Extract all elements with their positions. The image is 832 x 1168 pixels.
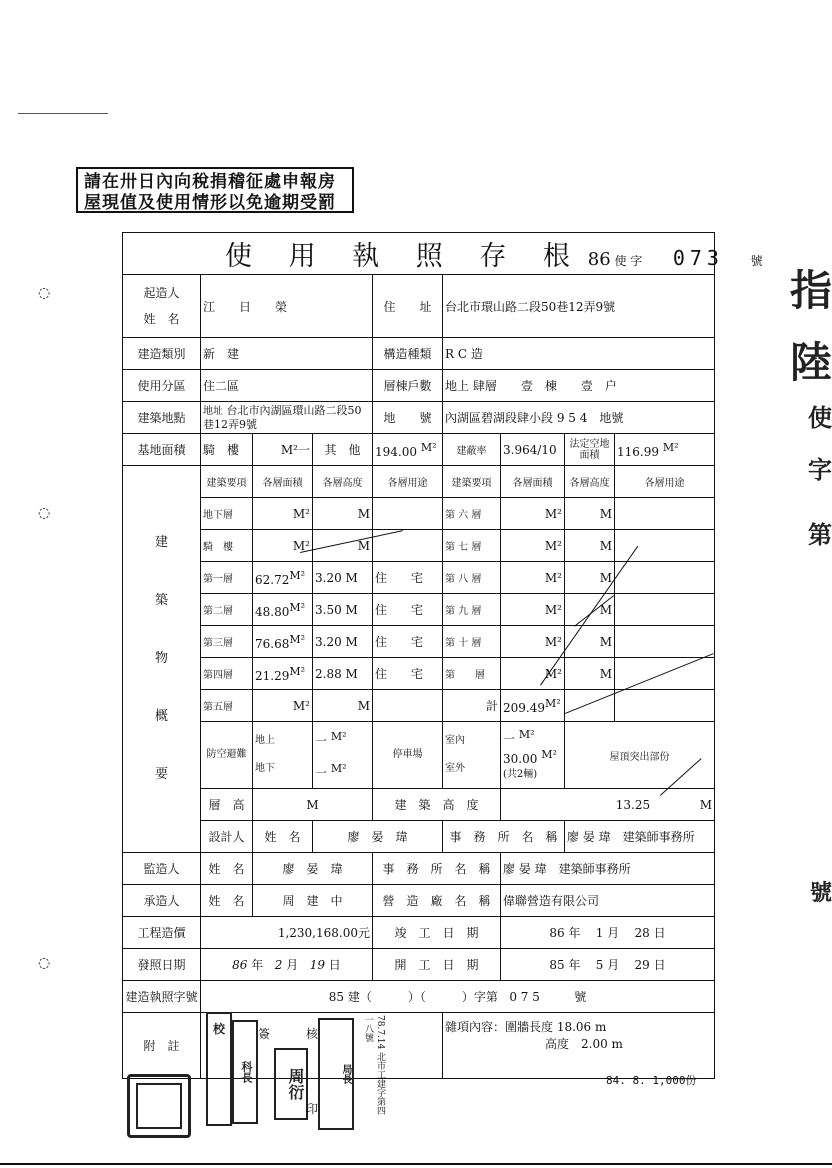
shelter-above-value: 一 <box>315 734 328 748</box>
floor-height-value: 2.88 <box>315 666 342 681</box>
other-label: 其 他 <box>313 434 373 466</box>
permit-no-label: 建造執照字號 <box>123 981 201 1013</box>
other-value <box>373 434 443 466</box>
m-unit: M <box>345 602 358 617</box>
floors-units-label: 層棟戶數 <box>373 370 443 402</box>
floor-height-value: 3.20 <box>315 570 342 585</box>
remarks-note-1: 雜項內容：圍牆長度 18.06 m <box>445 1020 607 1034</box>
side-mark-1: 指 <box>789 266 832 315</box>
coverage-value: 3.964/10 <box>501 434 565 466</box>
col-item-left: 建築要項 <box>201 466 253 498</box>
contractor-firm: 偉聯營造有限公司 <box>501 885 715 917</box>
col-area-left: 各層面積 <box>253 466 313 498</box>
permit-no-value <box>201 981 715 1013</box>
col-use-right: 各層用途 <box>615 466 715 498</box>
floor-name: 第 六 層 <box>443 498 501 530</box>
floor-use: 住 宅 <box>373 594 443 626</box>
parking-outdoor-value: 30.00 <box>503 752 538 766</box>
floor-use: 住 宅 <box>373 562 443 594</box>
applicant-label-text: 起造人 <box>143 286 180 300</box>
side-mark-2: 陸 <box>789 338 832 387</box>
protrusion-label: 屋頂突出部份 <box>565 722 715 789</box>
issue-day-unit: 日 <box>328 958 341 972</box>
use-zone-value: 住二區 <box>201 370 373 402</box>
designer-name-label: 姓 名 <box>253 821 313 853</box>
building-height-unit: M <box>699 797 713 812</box>
arcade-value: M²一 <box>253 434 313 466</box>
floor-height: M <box>313 690 373 722</box>
applicant-label <box>123 275 201 338</box>
applicant-name: 江 日 榮 <box>201 275 373 338</box>
floor-name: 第三層 <box>201 626 253 658</box>
shelter-values <box>313 722 373 789</box>
contractor-name: 周 建 中 <box>253 885 373 917</box>
col-area-right: 各層面積 <box>501 466 565 498</box>
floor-row <box>123 690 715 722</box>
floor-height: M <box>565 626 615 658</box>
floor-area-value: 48.80 <box>255 604 290 619</box>
floor-height-value: M <box>253 789 373 821</box>
m-unit: M <box>345 666 358 681</box>
site-label: 建築地點 <box>123 402 201 434</box>
floor-height: M <box>565 658 615 690</box>
supervisor-name: 廖 晏 瑋 <box>253 853 373 885</box>
remarks-notes <box>443 1013 715 1079</box>
building-height-value <box>501 789 715 821</box>
total-blank <box>565 690 615 722</box>
col-height-right: 各層高度 <box>565 466 615 498</box>
check-label: 校 <box>212 1022 225 1036</box>
binding-hole-icon: ◌ <box>38 955 51 971</box>
floor-use <box>373 690 443 722</box>
legal-open-unit: M² <box>662 440 679 454</box>
applicant-address: 台北市環山路二段50巷12弄9號 <box>443 275 715 338</box>
contractor-name-label: 姓 名 <box>201 885 253 917</box>
floor-area: M² <box>253 530 313 562</box>
floor-height <box>313 562 373 594</box>
floor-height: M <box>313 498 373 530</box>
shelter-levels <box>253 722 313 789</box>
parking-outdoor-label: 室外 <box>445 763 465 774</box>
floor-use <box>615 498 715 530</box>
parking-values <box>501 722 565 789</box>
floor-height-label: 層 高 <box>201 789 253 821</box>
floors-units-value: 地上 肆層 壹 棟 壹 户 <box>443 370 715 402</box>
floor-area-value: 76.68 <box>255 636 290 651</box>
floor-name: 第一層 <box>201 562 253 594</box>
start-label: 開 工 日 期 <box>373 949 501 981</box>
floor-name: 第四層 <box>201 658 253 690</box>
start-year: 85 <box>549 958 565 972</box>
floor-name: 第 層 <box>443 658 501 690</box>
sign-label: 簽 <box>258 1027 271 1041</box>
review-label: 核 <box>306 1027 319 1041</box>
person-stamp: 周衍 <box>274 1048 308 1120</box>
arcade-label: 騎 樓 <box>201 434 253 466</box>
completion-label: 竣 工 日 期 <box>373 917 501 949</box>
parking-count: (共2輛) <box>503 769 538 780</box>
name-label-text: 姓 名 <box>143 312 180 326</box>
issue-month: 2 <box>274 958 283 972</box>
contractor-label: 承造人 <box>123 885 201 917</box>
floor-area <box>253 562 313 594</box>
binding-hole-icon: ◌ <box>38 505 51 521</box>
floor-name: 第 十 層 <box>443 626 501 658</box>
floor-area <box>253 626 313 658</box>
permit-no-year: 85 <box>328 990 345 1004</box>
start-month: 5 <box>595 958 604 972</box>
parking-unit: M² <box>518 728 535 741</box>
issue-day: 19 <box>309 958 325 972</box>
floor-name: 地下層 <box>201 498 253 530</box>
m-unit: M <box>345 570 358 585</box>
floor-area-value: 62.72 <box>255 572 290 587</box>
floor-height-value: 3.20 <box>315 634 342 649</box>
site-location <box>201 402 373 434</box>
build-type-label: 建造類別 <box>123 338 201 370</box>
cost-value: 1,230,168.00元 <box>201 917 373 949</box>
side-mark-3: 使 <box>808 403 832 432</box>
floor-name: 騎 樓 <box>201 530 253 562</box>
permit-prefix: 使 字 <box>614 254 643 268</box>
start-year-unit: 年 <box>568 958 581 972</box>
total-area-value: 209.49 <box>503 700 545 715</box>
building-height-number: 13.25 <box>615 797 651 812</box>
side-mark-5: 第 <box>808 520 832 549</box>
floor-height <box>313 594 373 626</box>
parking-indoor-label: 室內 <box>445 735 465 746</box>
start-month-unit: 月 <box>607 958 620 972</box>
floor-name: 第 八 層 <box>443 562 501 594</box>
shelter-above-label: 地上 <box>255 735 275 746</box>
completion-month: 1 <box>595 926 604 940</box>
floor-row <box>123 562 715 594</box>
reference-text: 78.7.14 北市工建字第四一八號 <box>363 1015 385 1116</box>
remarks-label: 附 註 <box>123 1013 201 1079</box>
side-mark-6: 號 <box>809 880 832 906</box>
floor-area <box>253 658 313 690</box>
bottom-rule <box>0 1163 832 1165</box>
permit-serial: 073 <box>672 246 724 270</box>
parking-unit: M² <box>541 748 557 761</box>
total-label: 計 <box>443 690 501 722</box>
site-area-label: 基地面積 <box>123 434 201 466</box>
sqm-unit: M² <box>289 568 306 582</box>
build-type-value: 新 建 <box>201 338 373 370</box>
floor-height <box>313 658 373 690</box>
form-title: 使 用 執 照 存 根 <box>225 241 584 272</box>
floor-name: 第五層 <box>201 690 253 722</box>
print-footer: 84. 8. 1,000份 <box>606 1074 697 1087</box>
issue-month-unit: 月 <box>286 958 299 972</box>
designer-office-label: 事 務 所 名 稱 <box>443 821 565 853</box>
sqm-unit: M² <box>289 600 306 614</box>
floor-row <box>123 594 715 626</box>
floor-row <box>123 498 715 530</box>
floor-row <box>123 626 715 658</box>
issue-year: 86 <box>232 958 248 972</box>
col-use-left: 各層用途 <box>373 466 443 498</box>
legal-open-label: 法定空地面積 <box>565 434 615 466</box>
floor-name: 第 九 層 <box>443 594 501 626</box>
building-overview-label: 建 築 物 概 要 <box>123 466 201 853</box>
floor-use: 住 宅 <box>373 658 443 690</box>
head-stamp: 局長 <box>318 1018 354 1130</box>
floor-area: M² <box>501 562 565 594</box>
supervisor-office-label: 事 務 所 名 稱 <box>373 853 501 885</box>
shelter-below-label: 地下 <box>255 763 275 774</box>
designer-name: 廖 晏 瑋 <box>313 821 443 853</box>
completion-year-unit: 年 <box>568 926 581 940</box>
floor-area-value: 21.29 <box>255 668 290 683</box>
notice-line-2: 屋現值及使用情形以免逾期受罰 <box>84 193 336 213</box>
floor-use: 住 宅 <box>373 626 443 658</box>
floor-height-value: 3.50 <box>315 602 342 617</box>
floor-area: M² <box>501 498 565 530</box>
designer-office: 廖 晏 瑋 建築師事務所 <box>565 821 715 853</box>
parking-indoor-value: 一 <box>503 732 516 746</box>
site-location-text: 台北市內湖區環山路二段50巷12弄9號 <box>203 404 362 431</box>
official-seal-icon <box>127 1074 191 1138</box>
issue-label: 發照日期 <box>123 949 201 981</box>
m-unit: M <box>345 634 358 649</box>
permit-no-number: 0 7 5 <box>509 990 540 1004</box>
completion-year: 86 <box>549 926 565 940</box>
use-zone-label: 使用分區 <box>123 370 201 402</box>
legal-open-number: 116.99 <box>617 444 659 459</box>
lot-label: 地 號 <box>373 402 443 434</box>
start-day: 29 <box>634 958 650 972</box>
start-day-unit: 日 <box>653 958 666 972</box>
floor-height: M <box>565 594 615 626</box>
floor-row <box>123 530 715 562</box>
building-height-label: 建 築 高 度 <box>373 789 501 821</box>
sqm-unit: M² <box>545 696 561 710</box>
chief-stamp: 科長 <box>232 1020 258 1124</box>
parking-label: 停車場 <box>373 722 443 789</box>
other-number: 194.00 <box>375 444 417 459</box>
top-rule <box>18 113 108 114</box>
structure-value: R C 造 <box>443 338 715 370</box>
sqm-unit: M² <box>289 664 306 678</box>
shelter-below-value: 一 <box>315 766 328 780</box>
col-height-left: 各層高度 <box>313 466 373 498</box>
floor-area: M² <box>501 594 565 626</box>
total-area <box>501 690 565 722</box>
binding-hole-icon: ◌ <box>38 285 51 301</box>
floor-row <box>123 658 715 690</box>
floor-area <box>253 594 313 626</box>
legal-open-value <box>615 434 715 466</box>
floor-area: M² <box>253 498 313 530</box>
issue-date <box>201 949 373 981</box>
permit-suffix: 號 <box>750 254 763 268</box>
supervisor-name-label: 姓 名 <box>201 853 253 885</box>
lot-value: 內湖區碧湖段肆小段 9 5 4 地號 <box>443 402 715 434</box>
supervisor-label: 監造人 <box>123 853 201 885</box>
floor-height <box>313 626 373 658</box>
other-unit: M² <box>420 440 437 454</box>
completion-day-unit: 日 <box>653 926 666 940</box>
issue-year-unit: 年 <box>251 958 264 972</box>
floor-name: 第 七 層 <box>443 530 501 562</box>
completion-day: 28 <box>634 926 650 940</box>
title-row <box>123 233 715 275</box>
designer-label: 設計人 <box>201 821 253 853</box>
print-label: 印 <box>306 1102 319 1116</box>
floor-area: M² <box>501 658 565 690</box>
completion-date <box>501 917 715 949</box>
contractor-firm-label: 營 造 廠 名 稱 <box>373 885 501 917</box>
permit-form <box>122 232 763 1079</box>
permit-no-suffix: 號 <box>574 990 587 1004</box>
side-mark-4: 字 <box>808 455 832 484</box>
sqm-unit: M² <box>289 632 306 646</box>
floor-height: M <box>565 530 615 562</box>
shelter-unit: M² <box>330 762 347 775</box>
cost-label: 工程造價 <box>123 917 201 949</box>
notice-line-1: 請在卅日內向稅捐稽征處申報房 <box>84 172 336 192</box>
floor-name: 第二層 <box>201 594 253 626</box>
remarks-note-2: 高度 2.00 m <box>545 1037 623 1051</box>
check-stamp-box <box>206 1012 232 1126</box>
permit-year: 86 <box>587 249 611 270</box>
address-label: 住 址 <box>373 275 443 338</box>
structure-label: 構造種類 <box>373 338 443 370</box>
coverage-label: 建蔽率 <box>443 434 501 466</box>
total-blank-2 <box>615 690 715 722</box>
floor-height: M <box>565 562 615 594</box>
shelter-unit: M² <box>330 730 347 743</box>
floor-use <box>373 498 443 530</box>
permit-no-text: 建（ ）（ ）字第 <box>347 990 498 1004</box>
floor-area: M² <box>501 626 565 658</box>
col-item-right: 建築要項 <box>443 466 501 498</box>
floor-use <box>615 626 715 658</box>
floor-height: M <box>313 530 373 562</box>
parking-types <box>443 722 501 789</box>
floor-area: M² <box>501 530 565 562</box>
floor-use <box>615 562 715 594</box>
completion-month-unit: 月 <box>607 926 620 940</box>
supervisor-office: 廖 晏 瑋 建築師事務所 <box>501 853 715 885</box>
start-date <box>501 949 715 981</box>
title-cell <box>123 233 763 275</box>
floor-use <box>615 594 715 626</box>
site-prefix: 地址 <box>203 406 223 417</box>
floor-area: M² <box>253 690 313 722</box>
air-raid-label: 防空避難 <box>201 722 253 789</box>
notice-box <box>76 167 354 213</box>
floor-height: M <box>565 498 615 530</box>
